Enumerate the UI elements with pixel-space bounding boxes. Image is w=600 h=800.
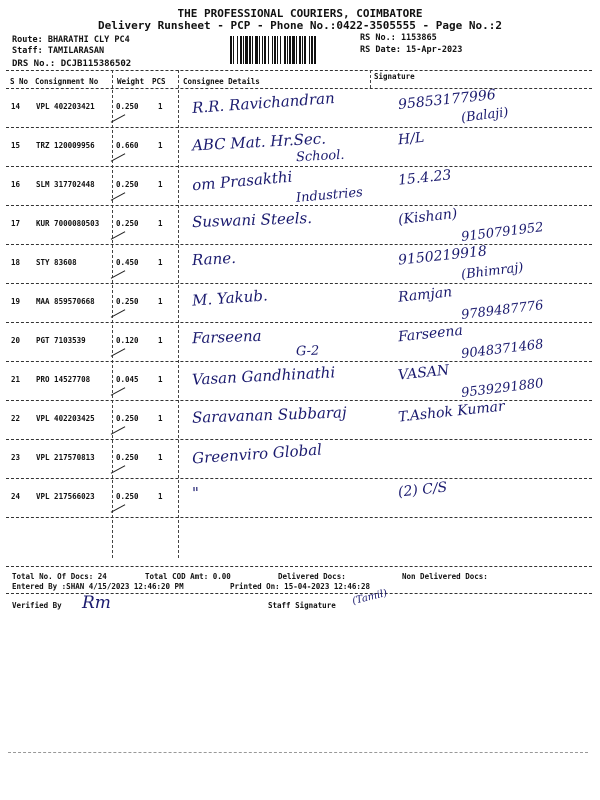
staff-signature-label: Staff Signature xyxy=(268,601,336,610)
row-divider xyxy=(6,283,592,284)
row-weight: 0.120 xyxy=(116,336,139,345)
table-row xyxy=(6,168,592,206)
check-mark-icon xyxy=(111,231,126,239)
check-mark-icon xyxy=(111,387,126,395)
row-consignment: VPL 402203425 xyxy=(36,414,95,423)
row-signature-line2: (Bhimraj) xyxy=(460,260,525,283)
row-pcs: 1 xyxy=(158,219,163,228)
table-row xyxy=(6,398,592,440)
row-weight: 0.250 xyxy=(116,492,139,501)
row-pcs: 1 xyxy=(158,375,163,384)
col-header-sno: S No xyxy=(10,77,29,86)
footer-top-rule xyxy=(6,566,592,567)
row-divider xyxy=(6,517,592,518)
row-signature-line2: 9150791952 xyxy=(460,220,545,245)
row-pcs: 1 xyxy=(158,102,163,111)
row-consignee: M. Yakub. xyxy=(191,286,269,310)
row-weight: 0.250 xyxy=(116,453,139,462)
check-mark-icon xyxy=(111,153,126,161)
table-row xyxy=(6,129,592,167)
row-pcs: 1 xyxy=(158,414,163,423)
table-header-rule xyxy=(6,88,592,89)
row-divider xyxy=(6,361,592,362)
row-sno: 17 xyxy=(11,219,21,228)
row-sno: 20 xyxy=(11,336,21,345)
table-row xyxy=(6,480,592,518)
row-signature: 95853177996 xyxy=(397,86,497,114)
row-signature: H/L xyxy=(397,129,425,149)
table-row xyxy=(6,324,592,362)
barcode-image xyxy=(230,36,355,64)
row-consignee: Farseena xyxy=(191,326,262,348)
row-signature: T.Ashok Kumar xyxy=(397,398,506,426)
row-consignee-line2: G-2 xyxy=(295,343,320,360)
row-consignment: PRO 14527708 xyxy=(36,375,91,384)
check-mark-icon xyxy=(111,426,126,434)
row-consignee: Saravanan Subbaraj xyxy=(191,403,347,427)
row-consignment: SLM 317702448 xyxy=(36,180,95,189)
document-title: THE PROFESSIONAL COURIERS, COIMBATORE xyxy=(177,7,423,20)
row-consignee: Rane. xyxy=(191,248,237,270)
check-mark-icon xyxy=(111,114,126,122)
printed-on: Printed On: 15-04-2023 12:46:28 xyxy=(230,582,370,591)
row-consignment: PGT 7103539 xyxy=(36,336,86,345)
col-rule-signature xyxy=(370,70,371,88)
row-consignee: Suswani Steels. xyxy=(191,208,313,232)
row-signature: VASAN xyxy=(397,362,450,384)
row-consignee: R.R. Ravichandran xyxy=(191,89,336,117)
check-mark-icon xyxy=(111,504,126,512)
row-divider xyxy=(6,322,592,323)
row-pcs: 1 xyxy=(158,258,163,267)
row-signature-line2: (Balaji) xyxy=(460,105,510,126)
table-row xyxy=(6,207,592,245)
row-divider xyxy=(6,439,592,440)
check-mark-icon xyxy=(111,465,126,473)
row-weight: 0.045 xyxy=(116,375,139,384)
row-consignment: MAA 859570668 xyxy=(36,297,95,306)
table-row xyxy=(6,86,592,128)
check-mark-icon xyxy=(111,309,126,317)
row-pcs: 1 xyxy=(158,336,163,345)
row-consignment: VPL 402203421 xyxy=(36,102,95,111)
rs-number: RS No.: 1153865 xyxy=(360,33,437,43)
col-header-signature: Signature xyxy=(374,72,415,81)
delivered-docs: Delivered Docs: xyxy=(278,572,346,581)
total-cod: Total COD Amt: 0.00 xyxy=(145,572,231,581)
row-pcs: 1 xyxy=(158,297,163,306)
row-sno: 22 xyxy=(11,414,21,423)
row-divider xyxy=(6,166,592,167)
row-consignee-line2: School. xyxy=(295,147,345,166)
row-weight: 0.250 xyxy=(116,219,139,228)
row-signature-line2: 9048371468 xyxy=(460,337,545,362)
row-consignee: " xyxy=(191,483,200,503)
total-docs: Total No. Of Docs: 24 xyxy=(12,572,107,581)
row-consignment: STY 83608 xyxy=(36,258,77,267)
verifier-signature: Rm xyxy=(82,593,111,613)
row-consignee: Greenviro Global xyxy=(191,440,323,468)
row-divider xyxy=(6,244,592,245)
row-pcs: 1 xyxy=(158,492,163,501)
table-row xyxy=(6,285,592,323)
staff-signature-name: (Tamil) xyxy=(351,587,389,608)
col-header-consignment: Consignment No xyxy=(35,77,99,86)
row-pcs: 1 xyxy=(158,141,163,150)
row-divider xyxy=(6,127,592,128)
row-signature-line2: 9539291880 xyxy=(460,376,545,401)
entered-by: Entered By :SHAN 4/15/2023 12:46:20 PM xyxy=(12,582,184,591)
row-signature: (Kishan) xyxy=(397,205,459,229)
row-consignee: ABC Mat. Hr.Sec. xyxy=(191,129,327,155)
row-consignment: VPL 217570813 xyxy=(36,453,95,462)
row-sno: 19 xyxy=(11,297,21,306)
col-header-consignee: Consignee Details xyxy=(183,77,260,86)
row-sno: 15 xyxy=(11,141,21,150)
row-pcs: 1 xyxy=(158,180,163,189)
row-weight: 0.660 xyxy=(116,141,139,150)
row-consignee: om Prasakthi xyxy=(191,167,294,195)
table-row xyxy=(6,363,592,401)
row-signature: Farseena xyxy=(397,322,464,346)
drs-number: DRS No.: DCJB115386502 xyxy=(12,59,132,69)
check-mark-icon xyxy=(111,270,126,278)
row-sno: 18 xyxy=(11,258,21,267)
col-header-weight: Weight xyxy=(117,77,145,86)
row-weight: 0.250 xyxy=(116,414,139,423)
row-weight: 0.250 xyxy=(116,297,139,306)
page-bottom-rule xyxy=(8,752,588,753)
col-header-pcs: PCS xyxy=(152,77,166,86)
row-signature: 9150219918 xyxy=(397,243,488,269)
row-consignment: VPL 217566023 xyxy=(36,492,95,501)
verified-by: Verified By xyxy=(12,601,62,610)
row-consignee: Vasan Gandhinathi xyxy=(191,363,336,389)
row-consignee-line2: Industries xyxy=(295,185,364,206)
non-delivered-docs: Non Delivered Docs: xyxy=(402,572,488,581)
check-mark-icon xyxy=(111,192,126,200)
row-sno: 16 xyxy=(11,180,21,189)
table-row xyxy=(6,243,592,284)
row-sno: 24 xyxy=(11,492,21,501)
row-weight: 0.250 xyxy=(116,102,139,111)
row-divider xyxy=(6,478,592,479)
row-consignment: KUR 7000080503 xyxy=(36,219,100,228)
route-label: Route: BHARATHI CLY PC4 xyxy=(12,35,130,45)
row-weight: 0.450 xyxy=(116,258,139,267)
rs-date: RS Date: 15-Apr-2023 xyxy=(360,45,463,55)
row-signature: 15.4.23 xyxy=(397,167,453,189)
row-pcs: 1 xyxy=(158,453,163,462)
row-sno: 23 xyxy=(11,453,21,462)
row-signature: (2) C/S xyxy=(397,479,449,501)
row-weight: 0.250 xyxy=(116,180,139,189)
table-top-rule xyxy=(6,70,592,71)
row-signature-line2: 9789487776 xyxy=(460,298,545,323)
document-subtitle: Delivery Runsheet - PCP - Phone No.:0422-3505555 - Page No.:2 xyxy=(98,19,502,32)
row-divider xyxy=(6,205,592,206)
row-sno: 21 xyxy=(11,375,21,384)
table-row xyxy=(6,441,592,479)
row-signature: Ramjan xyxy=(397,284,453,306)
row-sno: 14 xyxy=(11,102,21,111)
row-consignment: TRZ 120009956 xyxy=(36,141,95,150)
staff-label: Staff: TAMILARASAN xyxy=(12,46,105,56)
check-mark-icon xyxy=(111,348,126,356)
